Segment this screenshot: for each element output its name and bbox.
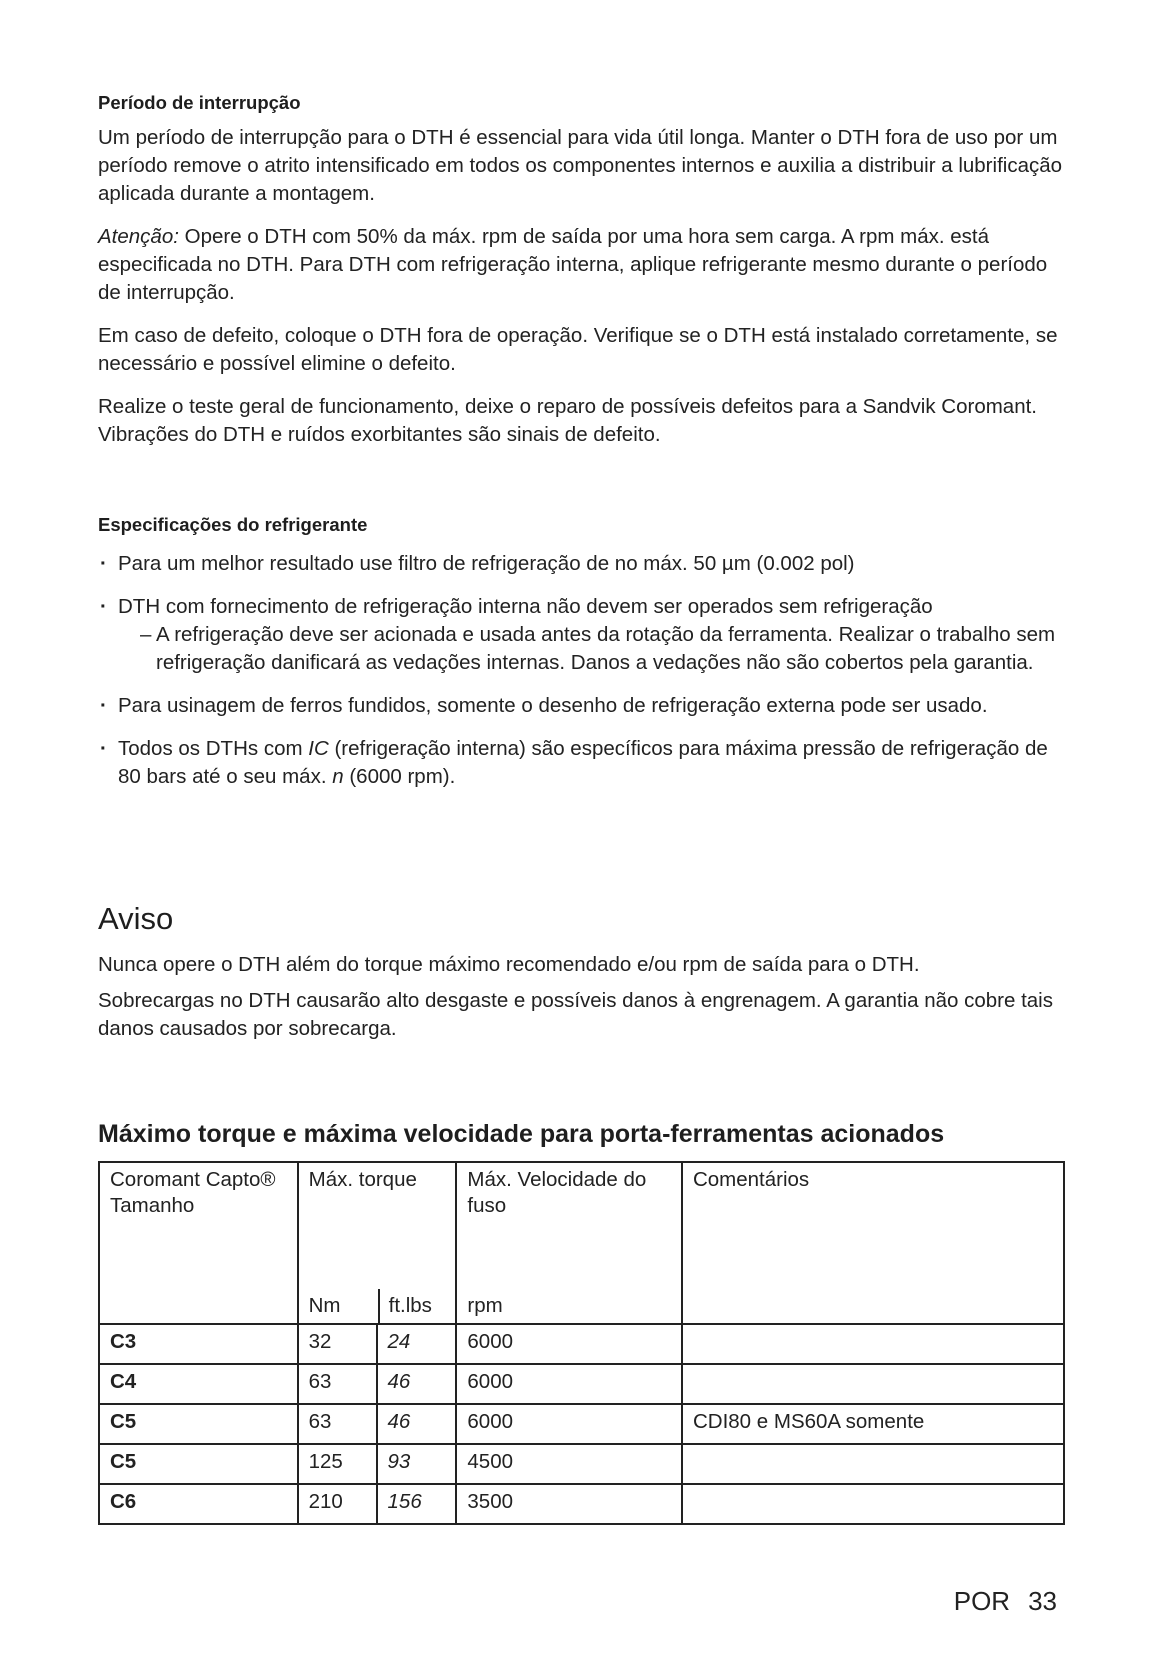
cell-size: C6 [99,1484,298,1524]
cell-ftlbs: 46 [377,1364,457,1404]
unit-nm: Nm [308,1294,341,1317]
cell-rpm: 4500 [456,1444,682,1484]
cell-size: C3 [99,1324,298,1364]
table-row [99,1324,1064,1364]
header-size [99,1162,298,1324]
table-header-row [99,1162,1064,1324]
attention-label: Atenção: [98,225,179,248]
table-row [99,1364,1064,1404]
cell-nm: 63 [298,1404,377,1444]
torque-speed-table [98,1161,1065,1525]
cell-comment [682,1364,1064,1404]
section-title-interruption: Período de interrupção [98,92,301,113]
list-item-text: DTH com fornecimento de refrigeração interna não devem ser operados sem refrigeração [118,595,933,618]
list-item-text: (refrigeração interna) são específicos para máxima pressão de refrigeração de 80 bars até o seu máx. [118,737,1048,788]
cell-rpm: 6000 [456,1324,682,1364]
cell-comment [682,1324,1064,1364]
coolant-spec-list [98,550,1068,791]
table-title: Máximo torque e máxima velocidade para porta-ferramentas acionados [98,1120,945,1148]
list-sub-item: – A refrigeração deve ser acionada e usada antes da rotação da ferramenta. Realizar o trabalho sem refrigeração danificará as vedações internas. Danos a vedações não são cobertos pela garantia. [140,623,1056,674]
table-row [99,1484,1064,1524]
header-comments [682,1162,1064,1324]
unit-ftlbs: ft.lbs [388,1294,432,1317]
cell-size: C5 [99,1404,298,1444]
header-speed [456,1162,682,1324]
header-torque [298,1162,457,1324]
paragraph: Em caso de defeito, coloque o DTH fora de operação. Verifique se o DTH está instalado corretamente, se necessário e possível elimine o defeito. [98,324,1058,375]
attention-text: Opere o DTH com 50% da máx. rpm de saída por uma hora sem carga. A rpm máx. está especificada no DTH. Para DTH com refrigeração interna, aplique refrigerante mesmo durante o período de interrupção. [98,225,1048,304]
unit-rpm: rpm [467,1294,503,1317]
cell-comment: CDI80 e MS60A somente [682,1404,1064,1444]
header-torque-label: Máx. torque [308,1168,417,1191]
header-size-label: Coromant Capto® Tamanho [110,1168,276,1217]
paragraph: Um período de interrupção para o DTH é essencial para vida útil longa. Manter o DTH fora de uso por um período remove o atrito intensificado em todos os componentes internos e auxilia a distribuir a lubrificação aplicada durante a montagem. [98,126,1063,205]
cell-nm: 63 [298,1364,377,1404]
list-item [98,735,1068,791]
document-page [98,92,1068,1525]
list-item-italic: n [332,765,344,788]
cell-rpm: 3500 [456,1484,682,1524]
list-item [98,593,1068,677]
cell-rpm: 6000 [456,1364,682,1404]
cell-size: C5 [99,1444,298,1484]
list-item: · Para um melhor resultado use filtro de refrigeração de no máx. 50 µm (0.002 pol) [98,550,1068,578]
paragraph: Realize o teste geral de funcionamento, deixe o reparo de possíveis defeitos para a Sandvik Coromant. Vibrações do DTH e ruídos exorbitantes são sinais de defeito. [98,395,1037,446]
list-item: · Para usinagem de ferros fundidos, somente o desenho de refrigeração externa pode ser usado. [98,692,1068,720]
cell-ftlbs: 46 [377,1404,457,1444]
aviso-heading: Aviso [98,901,174,936]
section-title-coolant: Especificações do refrigerante [98,514,368,535]
cell-nm: 210 [298,1484,377,1524]
cell-comment [682,1444,1064,1484]
list-item-text: (6000 rpm). [343,765,456,788]
header-speed-label: Máx. Velocidade do fuso [467,1168,647,1217]
page-number: 33 [1028,1586,1057,1616]
table-row [99,1404,1064,1444]
cell-nm: 32 [298,1324,377,1364]
footer-language: POR [953,1586,1011,1616]
cell-rpm: 6000 [456,1404,682,1444]
paragraph-attention [98,223,1068,307]
paragraph: Nunca opere o DTH além do torque máximo recomendado e/ou rpm de saída para o DTH. [98,953,920,976]
paragraph: Sobrecargas no DTH causarão alto desgaste e possíveis danos à engrenagem. A garantia não cobre tais danos causados por sobrecarga. [98,989,1053,1040]
cell-comment [682,1484,1064,1524]
list-item-text: Todos os DTHs com [118,737,309,760]
cell-size: C4 [99,1364,298,1404]
page-footer [936,1586,1057,1617]
list-item-italic: IC [308,737,329,760]
cell-ftlbs: 24 [377,1324,457,1364]
cell-ftlbs: 156 [377,1484,457,1524]
cell-ftlbs: 93 [377,1444,457,1484]
table-row [99,1444,1064,1484]
header-comments-label: Comentários [692,1168,810,1191]
cell-nm: 125 [298,1444,377,1484]
